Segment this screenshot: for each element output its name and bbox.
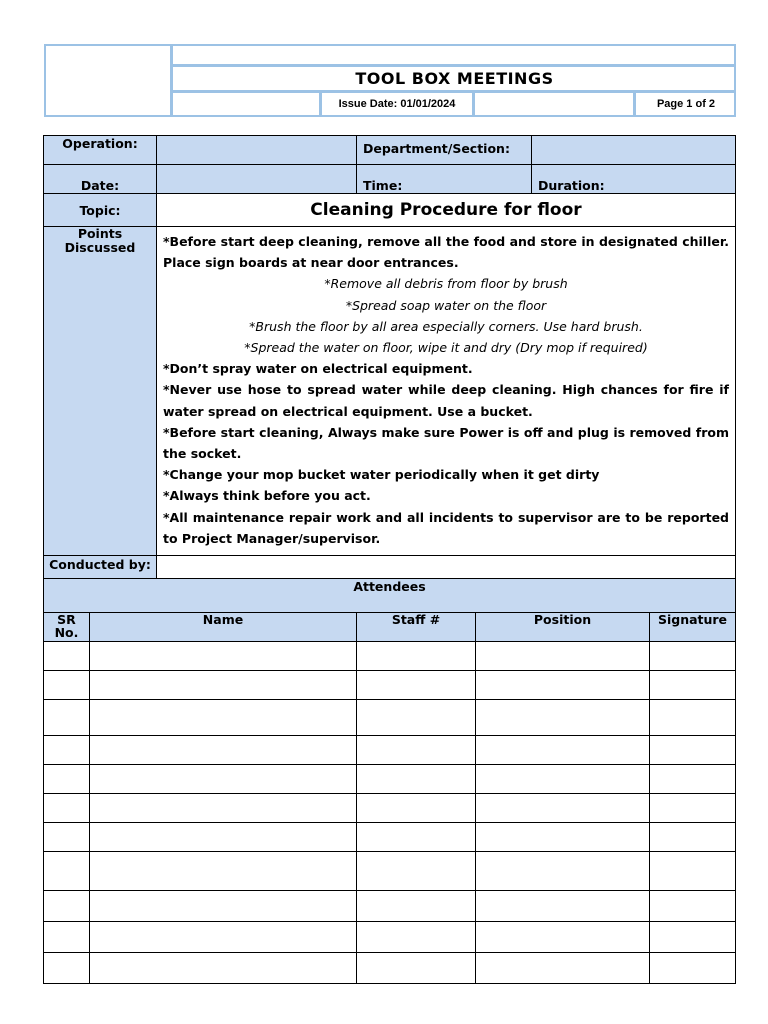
attendee-cell-position[interactable] bbox=[476, 700, 650, 736]
document-title: TOOL BOX MEETINGS bbox=[355, 69, 554, 88]
attendee-cell-staff-number[interactable] bbox=[357, 794, 476, 823]
attendee-cell-name[interactable] bbox=[90, 891, 357, 922]
point-item: *Change your mop bucket water periodically when it get dirty bbox=[163, 467, 600, 483]
attendee-cell-name[interactable] bbox=[90, 852, 357, 891]
points-label: Points Discussed bbox=[44, 227, 157, 556]
meeting-form bbox=[43, 135, 736, 590]
attendee-row bbox=[44, 642, 736, 671]
attendee-cell-name[interactable] bbox=[90, 953, 357, 984]
attendee-cell-signature[interactable] bbox=[650, 953, 736, 984]
point-item: *Remove all debris from floor by brush bbox=[324, 276, 568, 292]
page-number: Page 1 of 2 bbox=[656, 98, 716, 110]
column-header-sr-no: SR No. bbox=[44, 613, 90, 642]
attendee-cell-signature[interactable] bbox=[650, 852, 736, 891]
attendee-row bbox=[44, 953, 736, 984]
attendee-cell-position[interactable] bbox=[476, 852, 650, 891]
attendee-cell-staff-number[interactable] bbox=[357, 642, 476, 671]
column-header-signature: Signature bbox=[650, 613, 736, 642]
attendee-cell-sr-no[interactable] bbox=[44, 953, 90, 984]
attendee-cell-position[interactable] bbox=[476, 736, 650, 765]
attendee-row bbox=[44, 823, 736, 852]
attendee-row bbox=[44, 765, 736, 794]
attendee-cell-position[interactable] bbox=[476, 671, 650, 700]
attendee-row bbox=[44, 671, 736, 700]
date-field[interactable] bbox=[157, 165, 357, 194]
point-item: *Before start cleaning, Always make sure Power is off and plug is removed from the socket. bbox=[163, 424, 729, 462]
point-item: *Don’t spray water on electrical equipment. bbox=[163, 361, 473, 377]
topic-label: Topic: bbox=[44, 194, 157, 227]
attendee-row bbox=[44, 852, 736, 891]
attendee-cell-position[interactable] bbox=[476, 953, 650, 984]
attendee-cell-signature[interactable] bbox=[650, 765, 736, 794]
attendee-cell-position[interactable] bbox=[476, 823, 650, 852]
point-item: *Brush the floor by all area especially corners. Use hard brush. bbox=[249, 318, 643, 334]
attendee-cell-signature[interactable] bbox=[650, 700, 736, 736]
attendee-cell-signature[interactable] bbox=[650, 642, 736, 671]
attendee-cell-signature[interactable] bbox=[650, 891, 736, 922]
column-header-name: Name bbox=[90, 613, 357, 642]
attendee-cell-signature[interactable] bbox=[650, 671, 736, 700]
date-label: Date: bbox=[44, 165, 157, 194]
attendee-row bbox=[44, 736, 736, 765]
attendee-row bbox=[44, 794, 736, 823]
attendee-cell-staff-number[interactable] bbox=[357, 953, 476, 984]
attendee-cell-signature[interactable] bbox=[650, 794, 736, 823]
attendee-cell-signature[interactable] bbox=[650, 823, 736, 852]
point-item: *Spread soap water on the floor bbox=[345, 297, 547, 313]
attendee-cell-name[interactable] bbox=[90, 642, 357, 671]
conducted-by-label: Conducted by: bbox=[44, 556, 157, 590]
operation-label: Operation: bbox=[44, 136, 157, 165]
attendee-cell-signature[interactable] bbox=[650, 736, 736, 765]
department-field[interactable] bbox=[532, 136, 736, 165]
attendee-cell-staff-number[interactable] bbox=[357, 700, 476, 736]
attendee-cell-position[interactable] bbox=[476, 891, 650, 922]
attendee-cell-position[interactable] bbox=[476, 765, 650, 794]
attendee-cell-sr-no[interactable] bbox=[44, 765, 90, 794]
attendee-cell-staff-number[interactable] bbox=[357, 823, 476, 852]
attendee-cell-sr-no[interactable] bbox=[44, 642, 90, 671]
attendee-cell-staff-number[interactable] bbox=[357, 852, 476, 891]
attendee-cell-sr-no[interactable] bbox=[44, 700, 90, 736]
time-label: Time: bbox=[357, 165, 532, 194]
attendee-cell-position[interactable] bbox=[476, 794, 650, 823]
attendee-cell-staff-number[interactable] bbox=[357, 736, 476, 765]
attendee-cell-sr-no[interactable] bbox=[44, 736, 90, 765]
issue-date: Issue Date: 01/01/2024 bbox=[338, 98, 456, 110]
attendee-cell-name[interactable] bbox=[90, 794, 357, 823]
attendee-row bbox=[44, 891, 736, 922]
point-item: *Never use hose to spread water while deep cleaning. High chances for fire if water spread on electrical equipment. Use a bucket. bbox=[163, 382, 729, 419]
column-header-staff-number: Staff # bbox=[357, 613, 476, 642]
attendee-cell-staff-number[interactable] bbox=[357, 671, 476, 700]
attendee-cell-name[interactable] bbox=[90, 765, 357, 794]
attendee-cell-sr-no[interactable] bbox=[44, 823, 90, 852]
attendee-cell-staff-number[interactable] bbox=[357, 922, 476, 953]
attendee-cell-position[interactable] bbox=[476, 642, 650, 671]
attendee-row bbox=[44, 700, 736, 736]
topic-value: Cleaning Procedure for floor bbox=[157, 194, 736, 227]
attendee-cell-signature[interactable] bbox=[650, 922, 736, 953]
attendee-cell-name[interactable] bbox=[90, 823, 357, 852]
attendee-cell-name[interactable] bbox=[90, 700, 357, 736]
attendee-cell-staff-number[interactable] bbox=[357, 765, 476, 794]
attendee-cell-name[interactable] bbox=[90, 671, 357, 700]
attendee-cell-sr-no[interactable] bbox=[44, 671, 90, 700]
points-discussed bbox=[157, 227, 736, 556]
duration-label: Duration: bbox=[532, 165, 736, 194]
attendee-cell-sr-no[interactable] bbox=[44, 794, 90, 823]
attendees-title: Attendees bbox=[44, 579, 736, 613]
point-item: *Before start deep cleaning, remove all the food and store in designated chiller. Place sign boards at near door entrances. bbox=[163, 234, 729, 271]
point-item: *Always think before you act. bbox=[163, 488, 371, 504]
operation-field[interactable] bbox=[157, 136, 357, 165]
attendee-cell-sr-no[interactable] bbox=[44, 891, 90, 922]
attendee-cell-name[interactable] bbox=[90, 736, 357, 765]
attendee-cell-position[interactable] bbox=[476, 922, 650, 953]
point-item: *Spread the water on floor, wipe it and dry (Dry mop if required) bbox=[244, 340, 648, 356]
attendee-cell-staff-number[interactable] bbox=[357, 891, 476, 922]
attendees-table bbox=[43, 578, 736, 984]
point-item: *All maintenance repair work and all incidents to supervisor are to be reported to Project Manager/supervisor. bbox=[163, 509, 729, 546]
attendee-cell-sr-no[interactable] bbox=[44, 852, 90, 891]
department-label: Department/Section: bbox=[357, 136, 532, 165]
attendee-cell-sr-no[interactable] bbox=[44, 922, 90, 953]
header-divider bbox=[472, 90, 475, 117]
column-header-position: Position bbox=[476, 613, 650, 642]
logo-placeholder bbox=[44, 44, 173, 117]
attendee-cell-name[interactable] bbox=[90, 922, 357, 953]
attendee-row bbox=[44, 922, 736, 953]
